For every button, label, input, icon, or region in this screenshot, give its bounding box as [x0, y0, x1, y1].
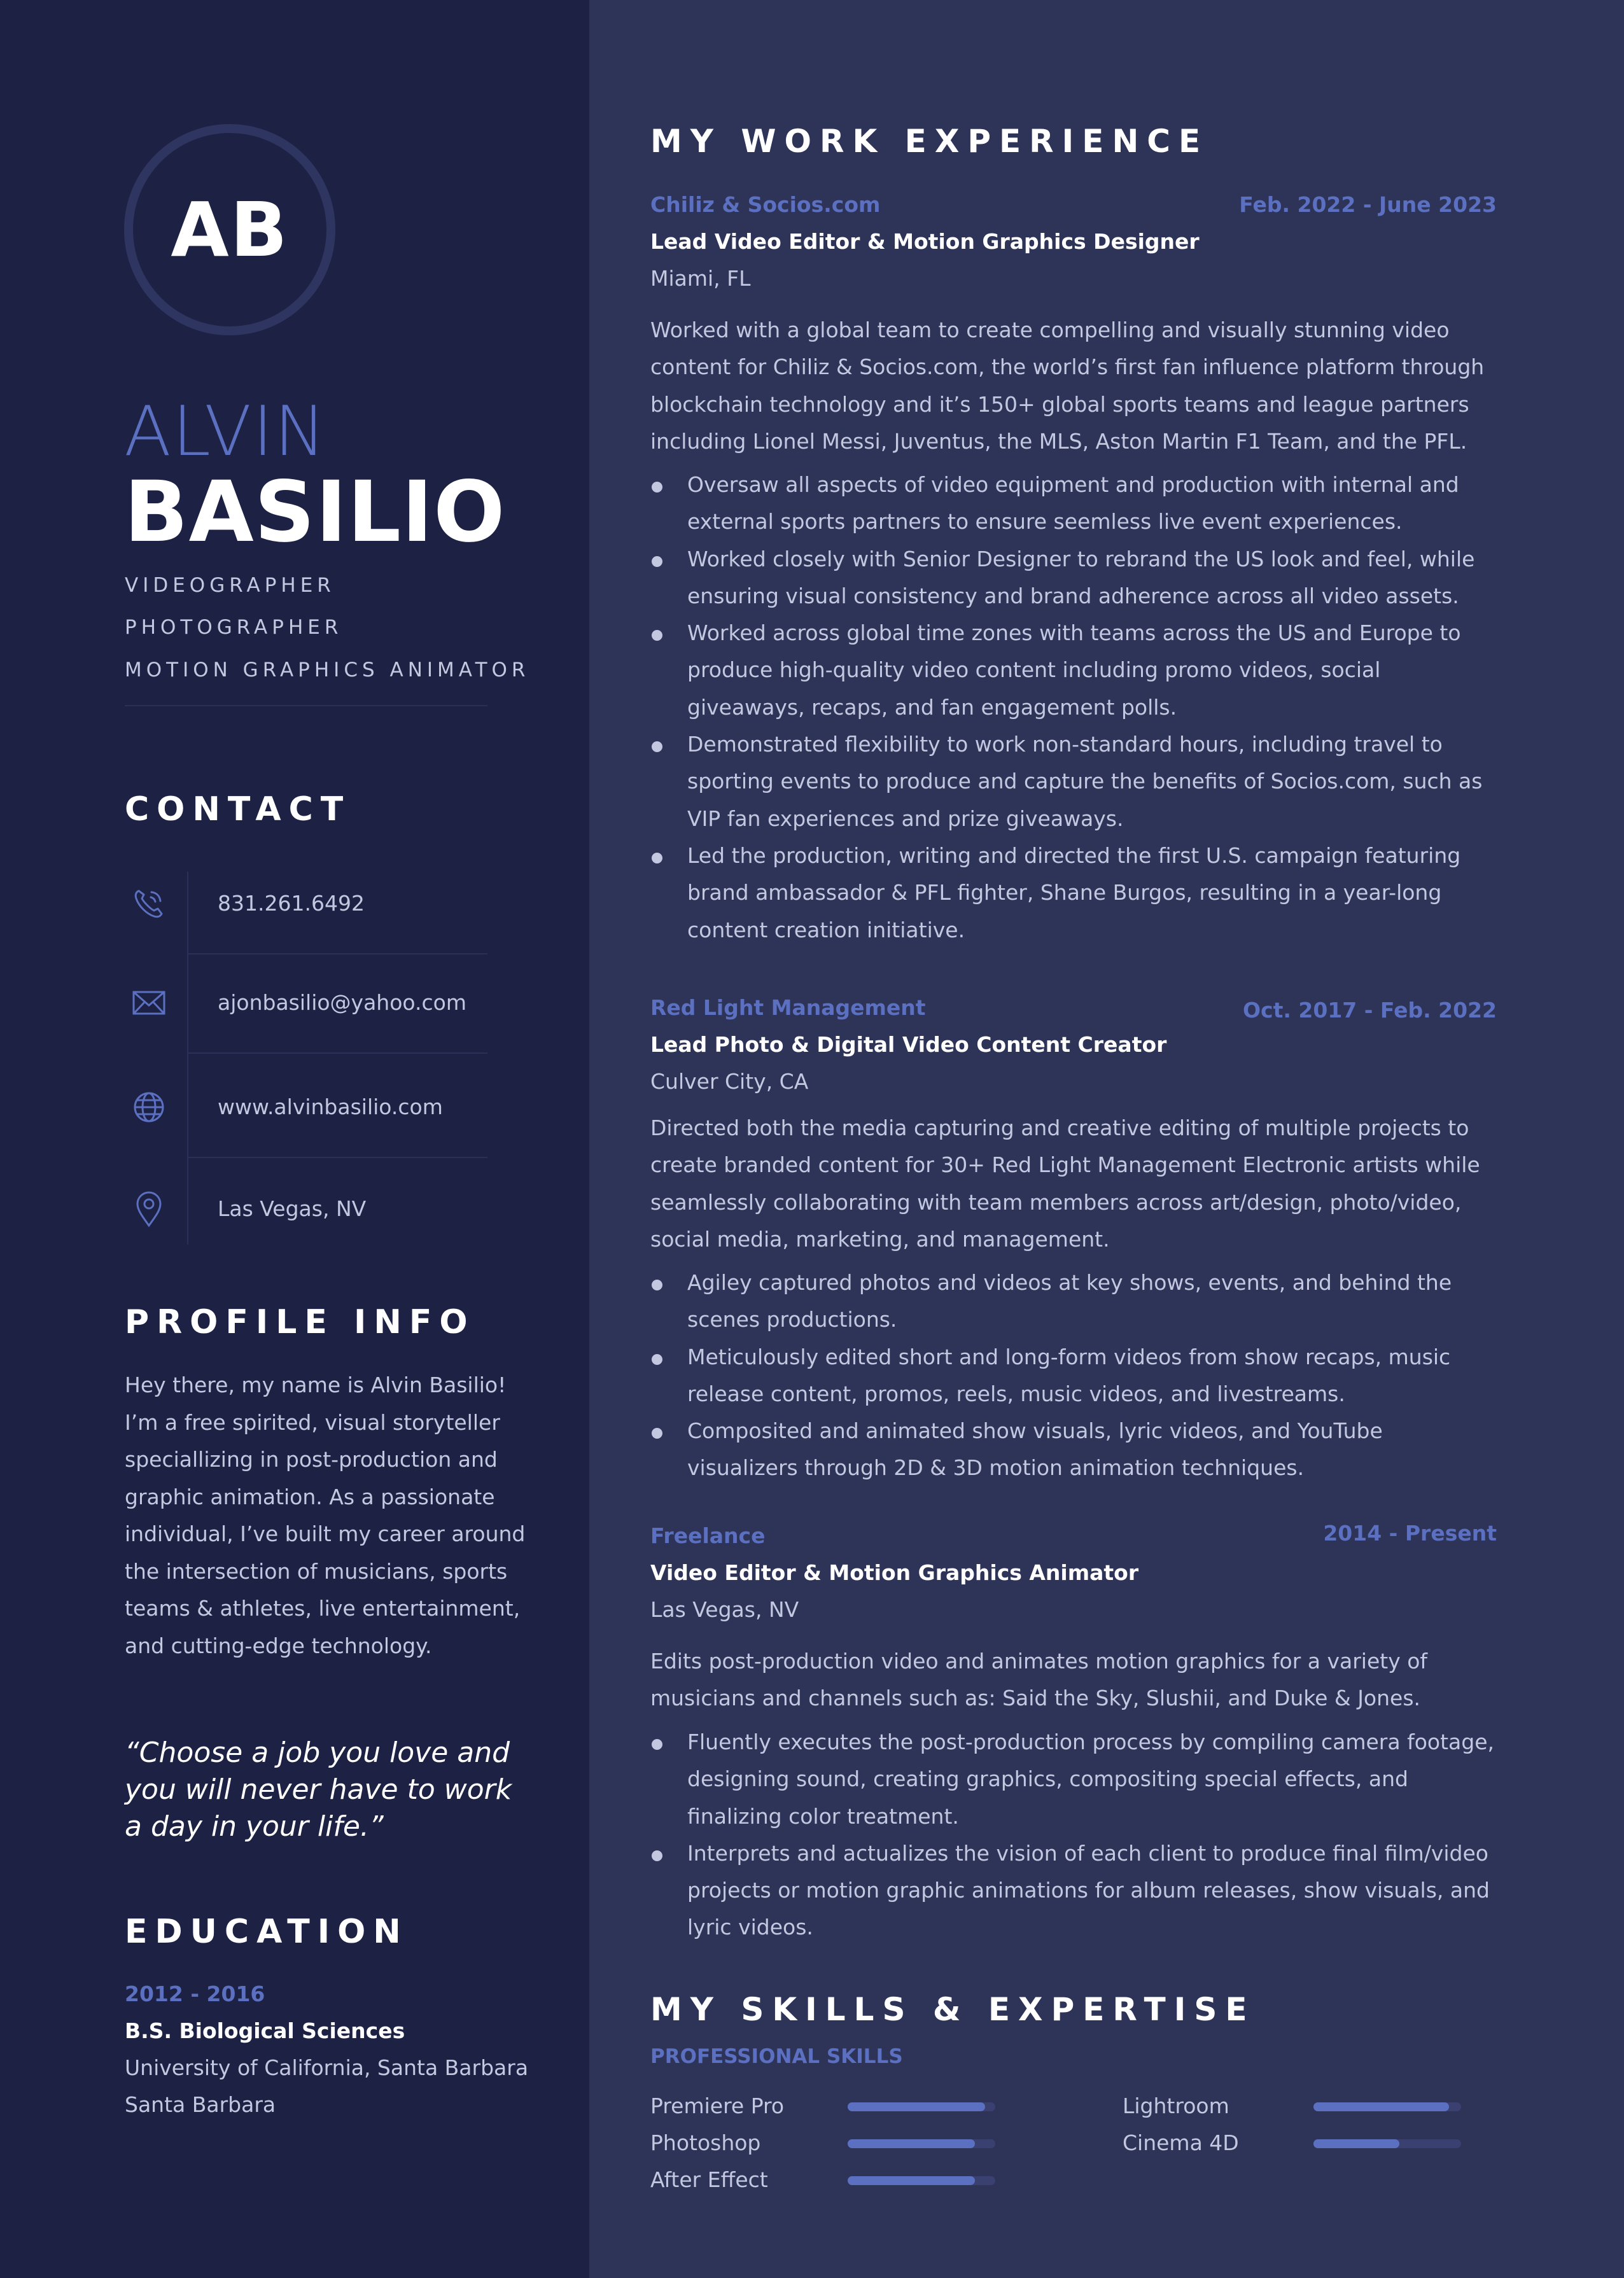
- contact-divider: [188, 1157, 487, 1158]
- education-heading: EDUCATION: [125, 1913, 409, 1951]
- job-bullet: Oversaw all aspects of video equipment and production with internal and external sports partners to ensure seemless live event experiences.: [650, 466, 1497, 541]
- job-bullet: Fluently executes the post-production process by compiling camera footage, designing sound, creating graphics, compositing special effects, and finalizing color treatment.: [650, 1724, 1497, 1835]
- contact-vertical-divider: [187, 872, 188, 1245]
- skill-bar-fill: [848, 2176, 975, 2185]
- skill-bar: [1313, 2139, 1461, 2148]
- main-content: [589, 0, 1624, 2278]
- job-location: Miami, FL: [650, 266, 751, 291]
- contact-divider: [188, 1052, 487, 1054]
- skill-bar: [848, 2102, 995, 2111]
- skill-label: Premiere Pro: [650, 2093, 785, 2118]
- skill-bar: [848, 2176, 995, 2185]
- sidebar: [0, 0, 589, 2278]
- skill-bar-fill: [848, 2102, 985, 2111]
- job-bullet: Agiley captured photos and videos at key shows, events, and behind the scenes productions.: [650, 1264, 1497, 1339]
- location-pin-icon: [129, 1189, 169, 1229]
- role-motion-graphics-animator: MOTION GRAPHICS ANIMATOR: [125, 659, 530, 681]
- job-dates: 2014 - Present: [1323, 1521, 1497, 1546]
- skill-bar: [1313, 2102, 1461, 2111]
- contact-phone[interactable]: 831.261.6492: [218, 891, 365, 916]
- contact-email[interactable]: ajonbasilio@yahoo.com: [218, 990, 466, 1015]
- email-icon: [129, 982, 169, 1023]
- education-years: 2012 - 2016: [125, 1981, 265, 2006]
- skill-label: Lightroom: [1123, 2093, 1229, 2118]
- skills-heading: MY SKILLS & EXPERTISE: [650, 1991, 1256, 2028]
- job-bullet: Demonstrated flexibility to work non-standard hours, including travel to sporting events to produce and capture the benefits of Socios.com, such as VIP fan experiences and prize giveaways.: [650, 726, 1497, 837]
- professional-skills-subheading: PROFESSIONAL SKILLS: [650, 2045, 903, 2068]
- job-entry-freelance: [650, 1522, 1497, 1955]
- job-bullets: [650, 1724, 1497, 1946]
- profile-quote: “Choose a job you love and you will never have to work a day in your life.”: [125, 1736, 512, 1843]
- job-company: Red Light Management: [650, 995, 926, 1020]
- job-bullet: Worked closely with Senior Designer to rebrand the US look and feel, while ensuring visual consistency and brand adherence across all video assets.: [650, 541, 1497, 615]
- profile-info-heading: PROFILE INFO: [125, 1303, 475, 1341]
- education-school: University of California, Santa Barbara: [125, 2055, 529, 2080]
- skill-bar-fill: [1313, 2102, 1449, 2111]
- work-experience-heading: MY WORK EXPERIENCE: [650, 123, 1209, 160]
- role-videographer: VIDEOGRAPHER: [125, 574, 335, 597]
- job-title: Video Editor & Motion Graphics Animator: [650, 1560, 1139, 1585]
- education-city: Santa Barbara: [125, 2092, 276, 2117]
- first-name: ALVIN: [124, 392, 327, 472]
- job-description: Directed both the media capturing and creative editing of multiple projects to create branded content for 30+ Red Light Management Electronic artists while seamlessly collaborating with team members across art/design, photo/video, social media, marketing, and management.: [650, 1115, 1480, 1252]
- job-company: Chiliz & Socios.com: [650, 192, 881, 217]
- name-divider: [125, 705, 487, 706]
- job-bullets: [650, 1264, 1497, 1487]
- job-bullet: Worked across global time zones with teams across the US and Europe to produce high-quality video content including promo videos, social giveaways, recaps, and fan engagement polls.: [650, 615, 1497, 726]
- job-bullet: Meticulously edited short and long-form videos from show recaps, music release content, promos, reels, music videos, and livestreams.: [650, 1339, 1497, 1413]
- education-degree: B.S. Biological Sciences: [125, 2018, 405, 2043]
- contact-location: Las Vegas, NV: [218, 1196, 367, 1221]
- job-dates: Oct. 2017 - Feb. 2022: [1242, 998, 1497, 1023]
- skill-bar-fill: [848, 2139, 975, 2148]
- skill-bar: [848, 2139, 995, 2148]
- job-description: Worked with a global team to create compelling and visually stunning video content for Chiliz & Socios.com, the world’s first fan influence platform through blockchain technology and it’s 150+ global sports teams and league partners including Lionel Messi, Juventus, the MLS, Aston Martin F1 Team, and the PFL.: [650, 318, 1485, 454]
- skill-bar-fill: [1313, 2139, 1399, 2148]
- skill-label: After Effect: [650, 2167, 768, 2192]
- job-location: Las Vegas, NV: [650, 1597, 799, 1622]
- contact-heading: CONTACT: [125, 790, 351, 828]
- globe-icon: [129, 1087, 169, 1128]
- skill-label: Cinema 4D: [1123, 2130, 1239, 2155]
- job-location: Culver City, CA: [650, 1069, 809, 1094]
- last-name: BASILIO: [124, 463, 506, 561]
- job-title: Lead Video Editor & Motion Graphics Designer: [650, 229, 1200, 254]
- job-bullet: Interprets and actualizes the vision of each client to produce final film/video projects or motion graphic animations for album releases, show visuals, and lyric videos.: [650, 1835, 1497, 1946]
- job-description: Edits post-production video and animates motion graphics for a variety of musicians and channels such as: Said the Sky, Slushii, and Duke & Jones.: [650, 1649, 1428, 1711]
- contact-website[interactable]: www.alvinbasilio.com: [218, 1094, 443, 1119]
- job-dates: Feb. 2022 - June 2023: [1239, 192, 1497, 217]
- role-photographer: PHOTOGRAPHER: [125, 616, 343, 639]
- job-company: Freelance: [650, 1523, 766, 1548]
- skill-label: Photoshop: [650, 2130, 761, 2155]
- contact-divider: [188, 953, 487, 954]
- job-bullet: Led the production, writing and directed the first U.S. campaign featuring brand ambassador & PFL fighter, Shane Burgos, resulting in a year-long content creation initiative.: [650, 837, 1497, 949]
- job-bullets: [650, 466, 1497, 949]
- profile-text: Hey there, my name is Alvin Basilio! I’m a free spirited, visual storyteller speciallizing in post-production and graphic animation. As a passionate individual, I’ve built my career around the intersection of musicians, sports teams & athletes, live entertainment, and cutting-edge technology.: [125, 1373, 526, 1658]
- job-title: Lead Photo & Digital Video Content Creator: [650, 1032, 1167, 1057]
- job-entry-chiliz: [650, 191, 1497, 954]
- job-bullet: Composited and animated show visuals, lyric videos, and YouTube visualizers through 2D & 3D motion animation techniques.: [650, 1413, 1497, 1487]
- phone-icon: [129, 883, 169, 924]
- monogram-avatar: AB: [124, 124, 335, 335]
- job-entry-red-light: [650, 994, 1497, 1503]
